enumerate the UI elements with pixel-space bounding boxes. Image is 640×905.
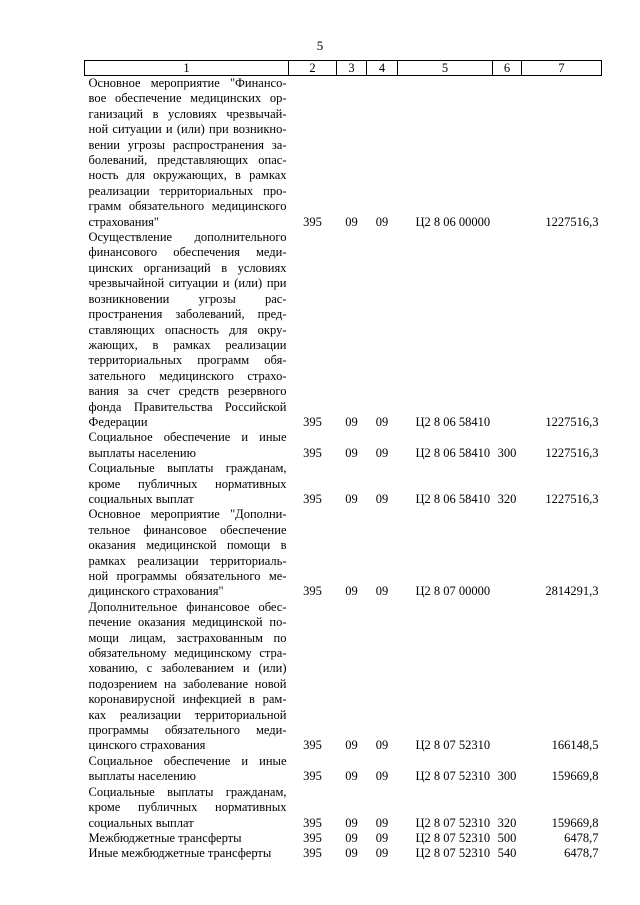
ministry-code: 395 [303,815,322,830]
row-description: Основное мероприятие "Дополни-тельное финансовое обеспечение оказания медицинской помощи в рамках реализации территориаль-ной программы обязательного ме-дицинского страхования" [88,507,287,599]
section-code: 09 [345,769,358,784]
column-header: 2 [289,61,337,76]
subsection-code: 09 [375,491,389,506]
subsection-code: 09 [375,846,389,861]
table-row [85,831,602,846]
target-article-code: Ц2 8 07 52310 [415,830,491,845]
amount: 159669,8 [551,815,599,830]
expense-type-code [493,76,522,231]
table-row [85,785,602,831]
amount: 1227516,3 [545,491,599,506]
page-number: 5 [316,38,324,53]
target-article-code: Ц2 8 06 58410 [415,414,491,429]
target-article-code: Ц2 8 06 58410 [415,491,491,506]
section-code: 09 [345,815,358,830]
table-body [85,76,602,862]
row-description: Основное мероприятие "Финансо-вое обеспечение медицинских ор-ганизаций в условиях чрезвычай-ной ситуации и (или) при возникно-вении угрозы распространения за-болеваний, представляющих опас-ность для окружающих, в рамках реализации территориальных про-грамм обязательного медицинского страхования" [88,76,287,229]
table-row [85,846,602,861]
subsection-code: 09 [375,214,389,229]
expense-type-code [493,507,522,599]
row-description: Межбюджетные трансферты [88,830,242,845]
target-article-code: Ц2 8 06 58410 [415,445,491,460]
expense-type-code: 320 [497,815,517,830]
section-code: 09 [345,491,358,506]
target-article-code: Ц2 8 07 52310 [415,738,491,753]
amount: 1227516,3 [545,445,599,460]
row-description: Социальное обеспечение и иные выплаты населению [88,753,287,784]
expense-type-code: 300 [497,445,517,460]
expense-type-code [493,230,522,430]
ministry-code: 395 [303,214,322,229]
target-article-code: Ц2 8 07 52310 [415,846,491,861]
ministry-code: 395 [303,846,322,861]
section-code: 09 [345,445,358,460]
target-article-code: Ц2 8 06 00000 [415,214,491,229]
table-row [85,76,602,231]
row-description: Социальные выплаты гражданам, кроме публичных нормативных социальных выплат [88,784,287,830]
row-description: Дополнительное финансовое обес-печение оказания медицинской по-мощи лицам, застрахованным по обязательному медицинскому стра-хованию, с заболеванием и (или) подозрением на заболевание новой коронавирусной инфекцией в рам-ках реализации территориальной программы обязательного меди-цинского страхования [88,599,287,753]
row-description: Социальное обеспечение и иные выплаты населению [88,430,287,460]
column-header: 5 [398,61,493,76]
target-article-code: Ц2 8 07 00000 [415,584,491,599]
section-code: 09 [345,738,358,753]
subsection-code: 09 [375,445,389,460]
header-row [85,61,602,76]
subsection-code: 09 [375,815,389,830]
table-row [85,754,602,785]
subsection-code: 09 [375,738,389,753]
row-description: Осуществление дополнительного финансового обеспечения меди-цинских организаций в условиях чрезвычайной ситуации и (или) при возникновении угрозы рас-пространения заболеваний, пред-ставляющих опасность для окру-жающих, в рамках реализации территориальных программ обя-зательного медицинского страхо-вания за счет средств резервного фонда Правительства Российской Федерации [88,230,287,429]
target-article-code: Ц2 8 07 52310 [415,815,491,830]
expense-type-code [493,600,522,754]
amount: 6478,7 [564,830,599,845]
amount: 6478,7 [564,846,599,861]
section-code: 09 [345,830,358,845]
column-header: 3 [337,61,367,76]
column-header: 6 [493,61,522,76]
target-article-code: Ц2 8 07 52310 [415,769,491,784]
ministry-code: 395 [303,584,322,599]
ministry-code: 395 [303,445,322,460]
table-row [85,430,602,461]
column-header: 4 [367,61,398,76]
amount: 1227516,3 [545,214,599,229]
subsection-code: 09 [375,584,389,599]
amount: 1227516,3 [545,414,599,429]
section-code: 09 [345,414,358,429]
table-row [85,600,602,754]
row-description: Иные межбюджетные трансферты [88,846,272,861]
ministry-code: 395 [303,491,322,506]
ministry-code: 395 [303,769,322,784]
ministry-code: 395 [303,830,322,845]
column-header: 7 [522,61,602,76]
expense-type-code: 540 [497,846,517,861]
budget-table [84,60,602,862]
section-code: 09 [345,584,358,599]
table-row [85,230,602,430]
subsection-code: 09 [375,414,389,429]
column-header: 1 [85,61,289,76]
subsection-code: 09 [375,769,389,784]
ministry-code: 395 [303,738,322,753]
expense-type-code: 320 [497,491,517,506]
amount: 2814291,3 [545,584,599,599]
table-row [85,507,602,599]
expense-type-code: 300 [497,769,517,784]
amount: 159669,8 [551,769,599,784]
expense-type-code: 500 [497,830,517,845]
section-code: 09 [345,846,358,861]
amount: 166148,5 [551,738,599,753]
table-row [85,461,602,507]
ministry-code: 395 [303,414,322,429]
section-code: 09 [345,214,358,229]
subsection-code: 09 [375,830,389,845]
row-description: Социальные выплаты гражданам, кроме публичных нормативных социальных выплат [88,461,287,506]
